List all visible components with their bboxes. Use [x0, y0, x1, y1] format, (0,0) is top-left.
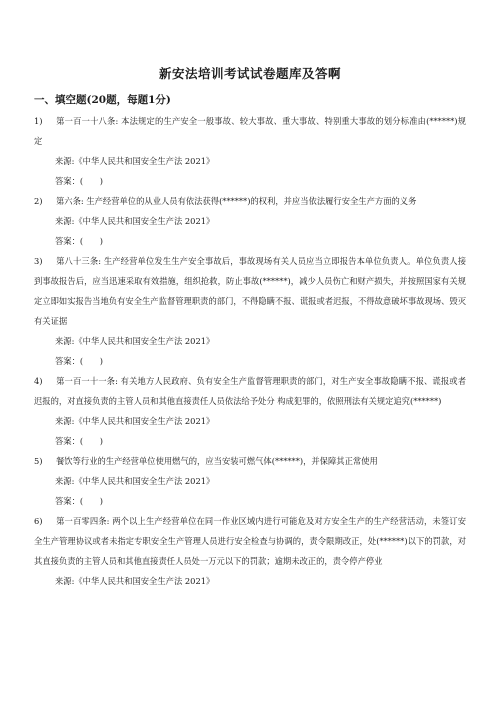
- question-source: 来源:《中华人民共和国安全生产法 2021》: [55, 216, 215, 226]
- question-text: [34, 371, 466, 411]
- question-number: 2): [34, 196, 43, 206]
- document-title: 新安法培训考试试卷题库及答啊: [158, 66, 341, 81]
- question-text: [34, 111, 466, 151]
- answer-blank: 答案：( ): [55, 236, 103, 246]
- question-number: 5): [34, 456, 43, 466]
- question-text: [34, 191, 466, 211]
- answer-blank: 答案：( ): [55, 176, 103, 186]
- question-source: 来源:《中华人民共和国安全生产法 2021》: [55, 416, 215, 426]
- question-body: 第一百一十八条: 本法规定的生产安全一般事故、较大事故、重大事故、特别重大事故的划分标准由(******)规定: [34, 116, 466, 146]
- answer-blank: 答案：( ): [55, 436, 103, 446]
- question-body: 第一百一十一条: 有关地方人民政府、负有安全生产监督管理职责的部门，对生产安全事故隐瞒不报、谎报或者迟报的，对直接负责的主管人员和其他直接责任人员依法给予处分 构成犯罪的，依照刑法有关规定追究(******): [34, 376, 466, 406]
- question-number: 4): [34, 376, 43, 386]
- question-number: 3): [34, 256, 43, 266]
- question-body: 第六条: 生产经营单位的从业人员有依法获得(******)的权利，并应当依法履行安全生产方面的义务: [56, 196, 417, 206]
- question-text: [34, 511, 466, 571]
- answer-blank: 答案：( ): [55, 356, 103, 366]
- answer-blank: 答案：( ): [55, 496, 103, 506]
- question-text: [34, 251, 466, 331]
- question-number: 6): [34, 516, 43, 526]
- question-text: [34, 451, 466, 471]
- question-body: 第一百零四条: 两个以上生产经营单位在同一作业区域内进行可能危及对方安全生产的生产经营活动，未签订安全生产管理协议或者未指定专职安全生产管理人员进行安全检查与协调的，责令限期改正，处(******)以下的罚款，对其直接负责的主管人员和其他直接责任人员处一万元以下的罚款；逾期未改正的，责令停产停业: [34, 516, 466, 566]
- section-heading: 一、填空题(20题，每题1分): [34, 94, 171, 106]
- question-body: 第八十三条: 生产经营单位发生生产安全事故后，事故现场有关人员应当立即报告本单位负责人。单位负责人接到事故报告后，应当迅速采取有效措施，组织抢救，防止事故(******)，减少人员伤亡和财产损失，并按照国家有关规定立即如实报告当地负有安全生产监督管理职责的部门，不得隐瞒不报、谎报或者迟报，不得故意破坏事故现场、毁灭有关证据: [34, 256, 466, 326]
- question-source: 来源:《中华人民共和国安全生产法 2021》: [55, 336, 215, 346]
- question-source: 来源:《中华人民共和国安全生产法 2021》: [55, 576, 215, 586]
- question-body: 餐饮等行业的生产经营单位使用燃气的，应当安装可燃气体(******)，并保障其正常使用: [56, 456, 378, 466]
- question-number: 1): [34, 116, 43, 126]
- question-source: 来源:《中华人民共和国安全生产法 2021》: [55, 476, 215, 486]
- question-list: [34, 111, 466, 591]
- question-source: 来源:《中华人民共和国安全生产法 2021》: [55, 156, 215, 166]
